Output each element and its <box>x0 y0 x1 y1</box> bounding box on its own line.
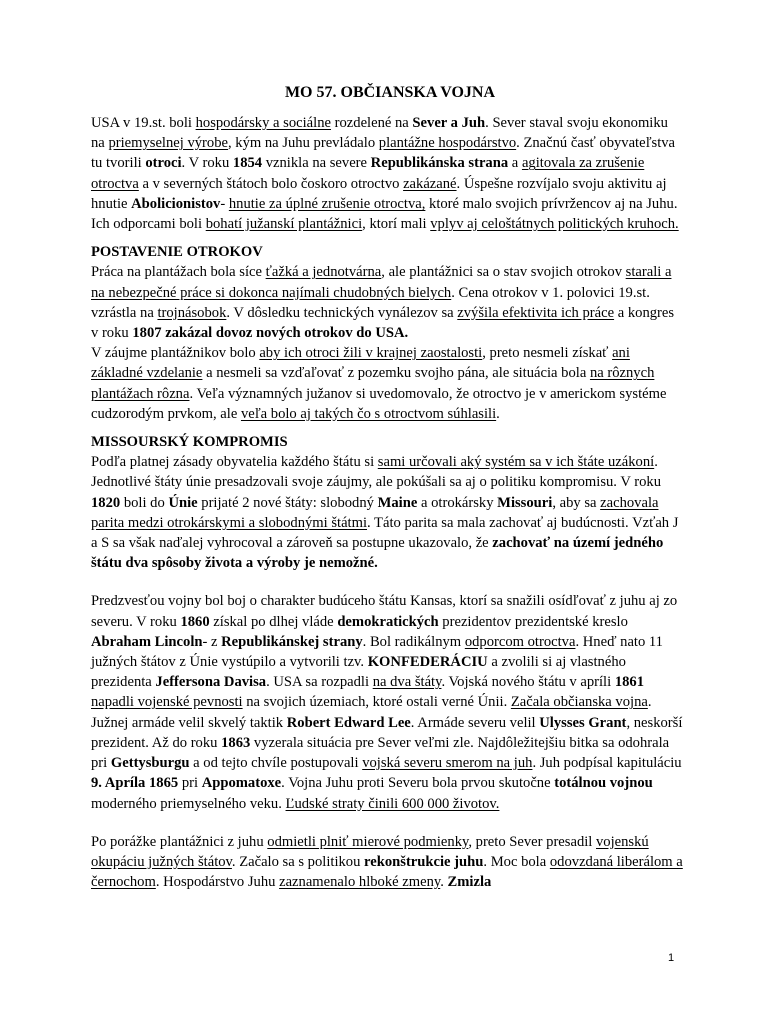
text-run: Po porážke plantážnici z juhu <box>91 833 268 850</box>
bold-text: otroci <box>145 155 182 172</box>
text-run: . Veľa významných južanov si uvedomovalo, že otroctvo je v americkom systéme cudzorodým prvkom, ale <box>91 385 667 422</box>
bold-text: rekonštrukcie juhu <box>364 853 484 870</box>
text-run: . Úspešne rozvíjalo svoju aktivitu aj hnutie <box>91 175 667 212</box>
bold-text: Maine <box>377 494 418 511</box>
text-run: . Hospodárstvo Juhu <box>155 874 280 891</box>
underlined-text: trojnásobok <box>157 304 227 321</box>
underlined-text: sami určovali aký systém sa v ich štáte uzákoní <box>377 454 655 471</box>
text-run: . Bol radikálnym <box>362 633 465 650</box>
bold-text: 1863 <box>221 734 251 751</box>
text-run: moderného priemyselného veku. <box>91 795 286 812</box>
underlined-text: bohatí južanskí plantážnici <box>205 216 363 233</box>
underlined-text: plantážne hospodárstvo <box>378 135 517 152</box>
text-run: a kongres v roku <box>91 304 675 342</box>
page-number: 1 <box>668 952 675 964</box>
text-run: a zvolili si aj vlastného prezidenta <box>91 654 626 691</box>
text-run: - z <box>202 633 222 650</box>
bold-text: Republikánska strana <box>370 155 509 172</box>
text-run: , ktorí mali <box>362 216 431 233</box>
underlined-text: na rôznych plantážach rôzna <box>91 365 655 402</box>
bold-text: Abraham Lincoln <box>91 633 203 650</box>
bold-text: Sever a Juh <box>412 115 486 131</box>
text-run: a od tejto chvíle postupovali <box>189 755 363 772</box>
bold-text: Abolicionistov <box>131 195 221 212</box>
bold-text: KONFEDERÁCIU <box>367 654 488 671</box>
underlined-text: ani základné vzdelanie <box>91 345 630 382</box>
text-run: boli do <box>120 494 169 511</box>
bold-text: 1807 zakázal dovoz nových otrokov do USA. <box>132 325 409 342</box>
underlined-text: starali a na nebezpečné práce si dokonca najímali chudobných bielych <box>91 264 672 301</box>
text-run: a <box>508 155 522 172</box>
underlined-text: agitovala za zrušenie otroctva <box>91 155 645 192</box>
underlined-text: vplyv aj celoštátnych politických kruhoch. <box>430 216 679 233</box>
text-run: V záujme plantážnikov bolo <box>91 345 260 362</box>
bold-text: 1854 <box>232 155 263 172</box>
text-run: , ale plantážnici sa o stav svojich otrokov <box>381 264 626 281</box>
bold-text: totálnou vojnou <box>554 775 653 792</box>
bold-text: Appomatoxe <box>201 775 282 792</box>
bold-text: 1860 <box>180 613 210 630</box>
paragraph <box>91 113 683 234</box>
underlined-text: zvýšila efektivita ich práce <box>457 304 615 321</box>
bold-text: Únie <box>168 494 198 511</box>
text-run: Práca na plantážach bola síce <box>91 264 266 281</box>
text-run: . Sever staval svoju ekonomiku na <box>91 115 668 152</box>
text-run: . Značnú časť obyvateľstva tu tvorili <box>91 135 676 172</box>
text-run: , aby sa <box>552 494 601 511</box>
text-run: na svojich územiach, ktoré ostali verné Únii. <box>242 694 511 711</box>
text-run: . Začalo sa s politikou <box>231 853 365 870</box>
underlined-text: Ľudské straty činili 600 000 životov. <box>285 795 500 812</box>
paragraph <box>91 262 683 343</box>
document-body <box>91 82 683 892</box>
text-run: . Jednotlivé štáty únie presadzovali svoje záujmy, ale pokúšali sa aj o politiku kompromisu. V roku <box>91 454 662 491</box>
text-run: USA v 19.st. boli <box>91 115 196 131</box>
underlined-text: na dva štáty <box>372 674 442 691</box>
underlined-text: veľa bolo aj takých čo s otroctvom súhlasili <box>240 405 497 422</box>
text-run: a v severných štátoch bolo čoskoro otroctvo <box>138 175 404 192</box>
text-run: pri <box>178 775 202 792</box>
text-run: . Vojna Juhu proti Severu bola prvou skutočne <box>281 775 555 792</box>
underlined-text: priemyselnej výrobe <box>108 135 228 152</box>
page-title: MO 57. OBČIANSKA VOJNA <box>284 84 496 101</box>
bold-text: Robert Edward Lee <box>286 714 411 731</box>
text-run: a otrokársky <box>417 494 498 511</box>
text-run: . Hneď nato 11 južných štátov z Únie vystúpilo a vytvorili tzv. <box>91 633 663 671</box>
paragraph <box>91 343 683 424</box>
underlined-text: zaznamenalo hlboké zmeny <box>279 874 441 891</box>
bold-text: zachovať na území jedného štátu dva spôsoby života a výroby je nemožné. <box>91 535 664 572</box>
paragraph <box>91 832 683 893</box>
section-heading: MISSOURSKÝ KOMPROMIS <box>91 434 288 451</box>
bold-text: Republikánskej strany <box>221 633 363 650</box>
text-run: rozdelené na <box>330 115 413 131</box>
underlined-text: Začala občianska vojna <box>510 694 648 711</box>
paragraph <box>91 452 683 573</box>
bold-text: Gettysburgu <box>110 755 190 772</box>
text-run: . Armáde severu velil <box>410 714 540 731</box>
text-run: a nesmeli sa vzďaľovať z pozemku svojho pána, ale situácia bola <box>202 365 590 382</box>
text-run: , kým na Juhu prevládalo <box>228 135 379 152</box>
underlined-text: napadli vojenské pevnosti <box>91 694 243 711</box>
underlined-text: zakázané <box>403 175 457 192</box>
text-run: . <box>440 874 448 891</box>
underlined-text: hospodársky a sociálne <box>195 115 331 131</box>
text-run: . V dôsledku technických vynálezov sa <box>226 304 458 321</box>
underlined-text: hnutie za úplné zrušenie otroctva, <box>228 195 426 212</box>
text-run: . Moc bola <box>483 853 550 870</box>
section-heading: POSTAVENIE OTROKOV <box>91 244 263 261</box>
underlined-text: odmietli plniť mierové podmienky <box>267 833 469 850</box>
text-run: , preto nesmeli získať <box>482 345 613 362</box>
text-run: , preto Sever presadil <box>468 833 596 850</box>
text-run: - <box>220 195 229 212</box>
text-run: vznikla na severe <box>262 155 371 172</box>
bold-text: 1861 <box>614 674 644 691</box>
text-run: . Vojská nového štátu v apríli <box>441 674 615 691</box>
paragraph <box>91 591 683 813</box>
bold-text: Missouri <box>497 494 553 511</box>
bold-text: demokratických <box>337 613 439 630</box>
bold-text: Zmizla <box>447 874 492 891</box>
text-run: získal po dlhej vláde <box>209 613 338 630</box>
underlined-text: vojská severu smerom na juh <box>362 755 533 772</box>
bold-text: Jeffersona Davisa <box>155 674 267 691</box>
underlined-text: aby ich otroci žili v krajnej zaostalosti <box>259 345 483 362</box>
text-run: . <box>496 405 500 422</box>
text-run: . Táto parita sa mala zachovať aj budúcnosti. Vzťah J a S sa však naďalej vyhrocoval a zároveň sa postupne ukazovalo, že <box>91 514 679 552</box>
text-run: . Južnej armáde velil skvelý taktik <box>91 694 652 731</box>
underlined-text: vojenskú okupáciu južných štátov <box>91 833 649 870</box>
document-text <box>91 113 683 892</box>
text-run: Predzvesťou vojny bol boj o charakter budúceho štátu Kansas, ktorí sa snažili osídľovať z juhu aj zo severu. V roku <box>91 593 678 630</box>
bold-text: 1820 <box>91 494 121 511</box>
underlined-text: odovzdaná liberálom a černochom <box>91 853 683 891</box>
bold-text: Ulysses Grant <box>539 714 627 731</box>
text-run: . V roku <box>181 155 233 172</box>
text-run: Podľa platnej zásady obyvatelia každého štátu si <box>91 454 378 471</box>
text-run: ktoré malo svojich prívržencov aj na Juhu. Ich odporcami boli <box>91 195 678 233</box>
underlined-text: ťažká a jednotvárna <box>265 264 382 281</box>
underlined-text: odporcom otroctva <box>464 633 576 650</box>
text-run: vyzerala situácia pre Sever veľmi zle. Najdôležitejšiu bitka sa odohrala pri <box>91 734 670 772</box>
underlined-text: zachovala parita medzi otrokárskymi a slobodnými štátmi <box>91 494 659 531</box>
text-run: , neskorší prezident. Až do roku <box>91 714 683 751</box>
text-run: prezidentov prezidentské kreslo <box>438 613 628 630</box>
text-run: . USA sa rozpadli <box>266 674 373 691</box>
text-run: . Cena otrokov v 1. polovici 19.st. vzrástla na <box>91 284 650 321</box>
text-run: . Juh podpísal kapituláciu <box>532 755 682 772</box>
bold-text: 9. Apríla 1865 <box>91 775 179 792</box>
text-run: prijaté 2 nové štáty: slobodný <box>197 494 378 511</box>
